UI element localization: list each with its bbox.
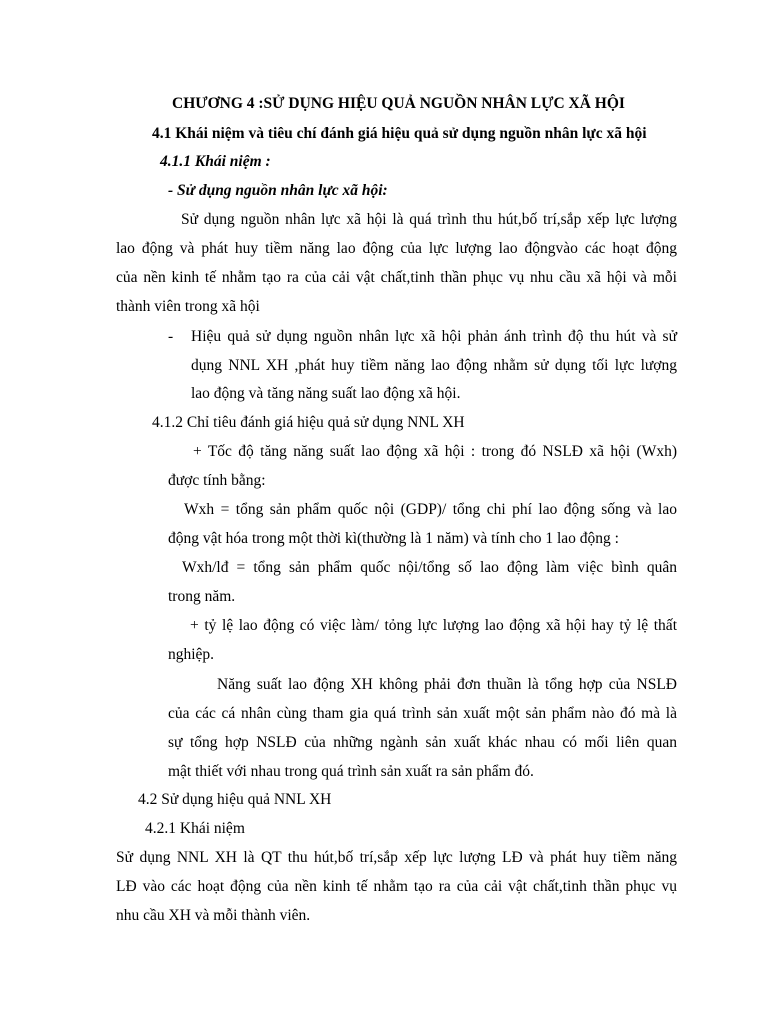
final-line-1: Sử dụng NNL XH là QT thu hút,bố trí,sắp xếp lực lượng LĐ và phát huy tiềm năng: [116, 849, 677, 866]
criteria-line-1: + Tốc độ tăng năng suất lao động xã hội : trong đó NSLĐ xã hội (Wxh): [193, 443, 677, 460]
section-heading-4-1: 4.1 Khái niệm và tiêu chí đánh giá hiệu quả sử dụng nguồn nhân lực xã hội: [152, 125, 647, 142]
subsection-heading-4-2-1: 4.2.1 Khái niệm: [145, 820, 245, 837]
criteria-line-3: Wxh = tổng sản phẩm quốc nội (GDP)/ tổng chi phí lao động sống và lao: [184, 501, 677, 518]
criteria-line-4: động vật hóa trong một thời kì(thường là 1 năm) và tính cho 1 lao động :: [168, 530, 619, 547]
productivity-line-3: sự tổng hợp NSLĐ của những ngành sản xuất khác nhau có mối liên quan: [168, 734, 677, 751]
definition-line-3: của nền kinh tế nhằm tạo ra của cải vật chất,tinh thần phục vụ nhu cầu xã hội và mỗi: [116, 269, 677, 286]
criteria-line-2: được tính bằng:: [168, 472, 266, 489]
definition-line-2: lao động và phát huy tiềm năng lao động của lực lượng lao độngvào các hoạt động: [116, 240, 677, 257]
productivity-line-4: mật thiết với nhau trong quá trình sản xuất ra sản phẩm đó.: [168, 763, 534, 780]
final-line-2: LĐ vào các hoạt động của nền kinh tế nhằm tạo ra của cải vật chất,tinh thần phục vụ: [116, 878, 677, 895]
final-line-3: nhu cầu XH và mỗi thành viên.: [116, 907, 311, 924]
productivity-line-1: Năng suất lao động XH không phải đơn thuần là tổng hợp của NSLĐ: [217, 676, 677, 693]
criteria-line-6: trong năm.: [168, 588, 236, 605]
bullet-dash: -: [168, 328, 174, 345]
productivity-line-2: của các cá nhân cùng tham gia quá trình sản xuất một sản phẩm nào đó mà là: [168, 705, 677, 722]
term-heading: - Sử dụng nguồn nhân lực xã hội:: [168, 182, 388, 199]
section-heading-4-2: 4.2 Sử dụng hiệu quả NNL XH: [138, 791, 332, 808]
bullet-line-2: dụng NNL XH ,phát huy tiềm năng lao động nhằm sử dụng tối lực lượng: [191, 357, 677, 374]
criteria-line-7: + tỷ lệ lao động có việc làm/ tỏng lực lượng lao động xã hội hay tỷ lệ thất: [190, 617, 677, 634]
definition-line-1: Sử dụng nguồn nhân lực xã hội là quá trình thu hút,bố trí,sắp xếp lực lượng: [181, 211, 677, 228]
subsection-heading-4-1-2: 4.1.2 Chỉ tiêu đánh giá hiệu quả sử dụng NNL XH: [152, 414, 465, 431]
definition-line-4: thành viên trong xã hội: [116, 298, 260, 315]
criteria-line-5: Wxh/lđ = tổng sản phẩm quốc nội/tổng số lao động làm việc bình quân: [182, 559, 677, 576]
chapter-title: CHƯƠNG 4 :SỬ DỤNG HIỆU QUẢ NGUỒN NHÂN LỰC XÃ HỘI: [172, 95, 625, 112]
criteria-line-8: nghiệp.: [168, 646, 215, 663]
bullet-line-1: Hiệu quả sử dụng nguồn nhân lực xã hội phản ánh trình độ thu hút và sử: [191, 328, 677, 345]
subsection-heading-4-1-1: 4.1.1 Khái niệm :: [160, 153, 271, 170]
bullet-line-3: lao động và tăng năng suất lao động xã hội.: [191, 385, 461, 402]
